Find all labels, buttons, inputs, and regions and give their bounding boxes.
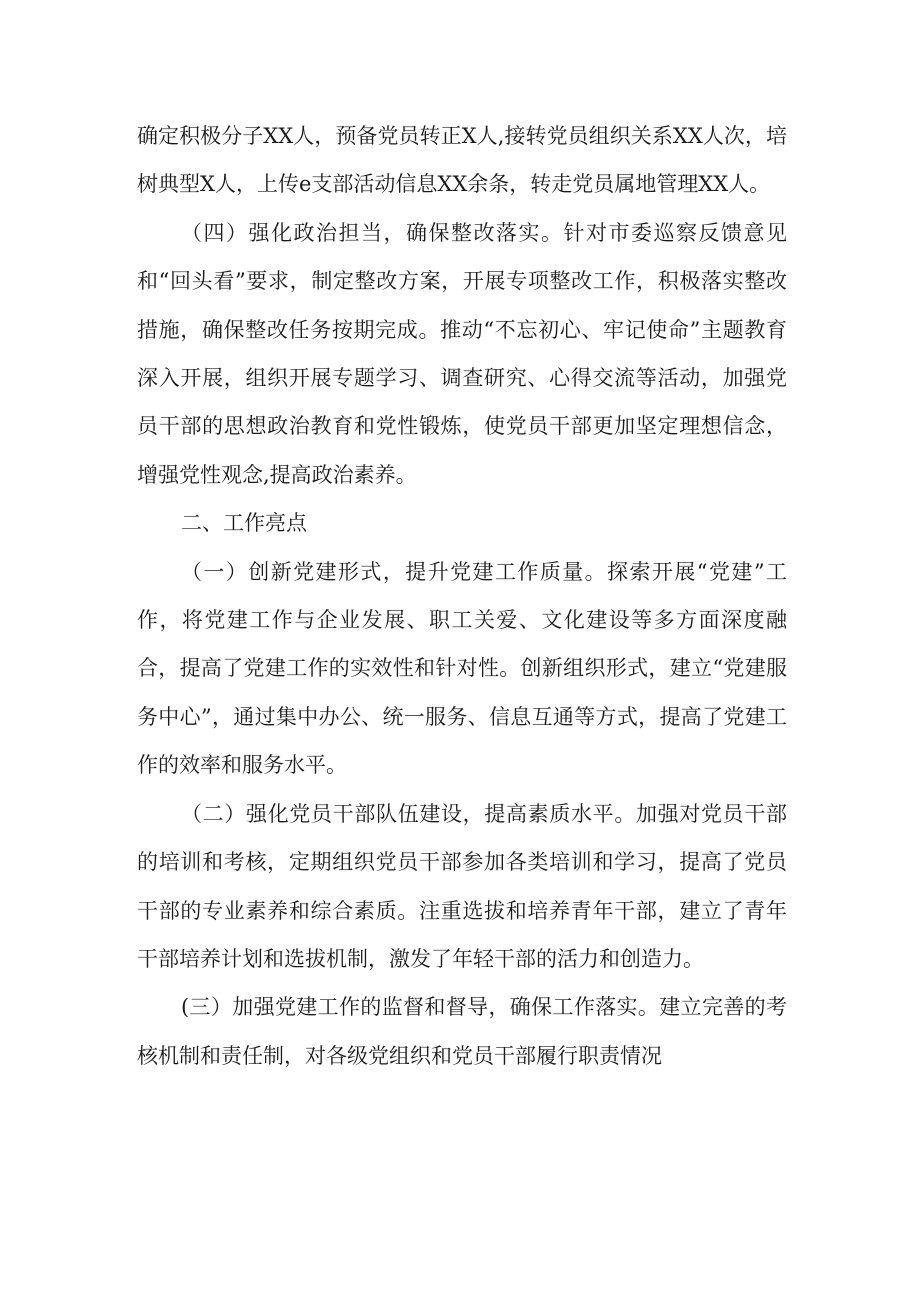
paragraph-highlight-one: （一）创新党建形式，提升党建工作质量。探索开展“党建”工作，将党建工作与企业发展、职工关爱、文化建设等多方面深度融合，提高了党建工作的实效性和针对性。创新组织形式，建立“党建服务中心”，通过集中办公、统一服务、信息互通等方式，提高了党建工作的效率和服务水平。 <box>137 559 787 778</box>
paragraph-continuation: 确定积极分子XX人，预备党员转正X人,接转党员组织关系XX人次，培树典型X人，上传e支部活动信息XX余条，转走党员属地管理XX人。 <box>137 124 787 197</box>
paragraph-section-four: （四）强化政治担当，确保整改落实。针对市委巡察反馈意见和“回头看”要求，制定整改方案，开展专项整改工作，积极落实整改措施，确保整改任务按期完成。推动“不忘初心、牢记使命”主题教育深入开展，组织开展专题学习、调查研究、心得交流等活动，加强党员干部的思想政治教育和党性锻炼，使党员干部更加坚定理想信念，增强党性观念,提高政治素养。 <box>137 220 787 487</box>
paragraph-highlight-three: (三）加强党建工作的监督和督导，确保工作落实。建立完善的考核机制和责任制，对各级党组织和党员干部履行职责情况 <box>137 995 787 1068</box>
document-body <box>137 112 787 1080</box>
paragraph-highlight-two: （二）强化党员干部队伍建设，提高素质水平。加强对党员干部的培训和考核，定期组织党员干部参加各类培训和学习，提高了党员干部的专业素养和综合素质。注重选拔和培养青年干部，建立了青年干部培养计划和选拔机制，激发了年轻干部的活力和创造力。 <box>137 801 787 971</box>
section-heading-highlights: 二、工作亮点 <box>181 511 307 536</box>
